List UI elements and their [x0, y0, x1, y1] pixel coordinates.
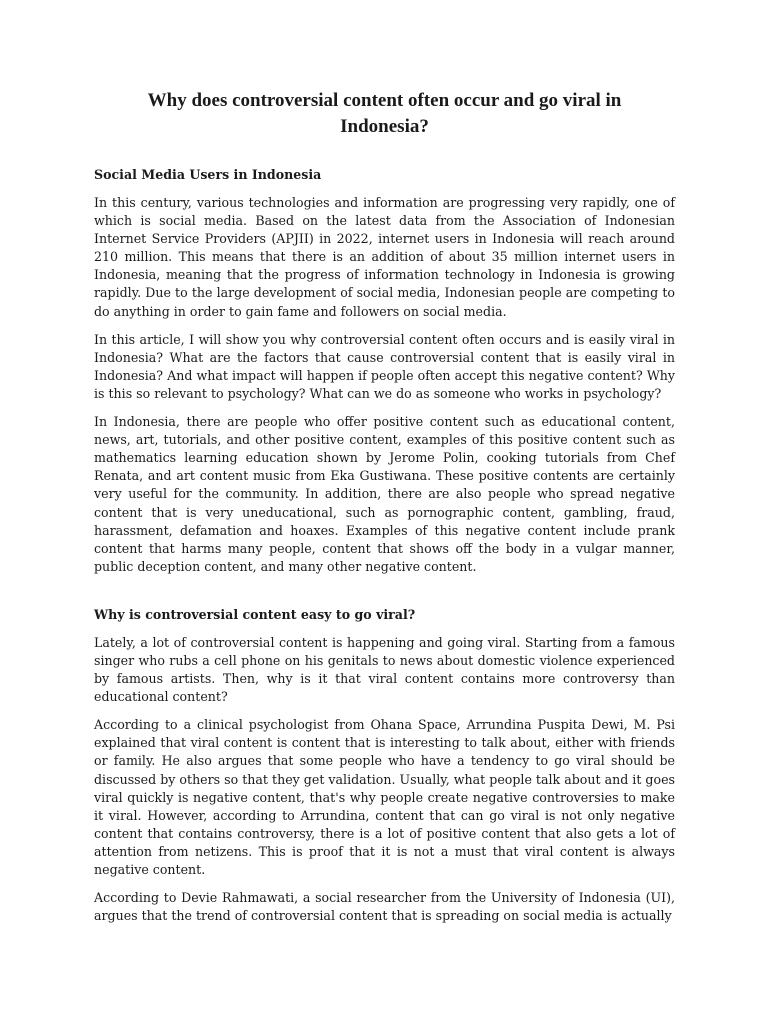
paragraph: In this century, various technologies and information are progressing very rapidly, one of which is social media. Based on the latest data from the Association of Indonesian Internet Service Providers (APJII) in 2022, internet users in Indonesia will reach around 210 million. This means that there is an addition of about 35 million internet users in Indonesia, meaning that the progress of information technology in Indonesia is growing rapidly. Due to the large development of social media, Indonesian people are competing to do anything in order to gain fame and followers on social media.: [94, 195, 675, 319]
section-heading-social-media-users: Social Media Users in Indonesia: [94, 167, 322, 182]
paragraph: In this article, I will show you why controversial content often occurs and is easily viral in Indonesia? What are the factors that cause controversial content that is easily viral in Indonesia? And what impact will happen if people often accept this negative content? Why is this so relevant to psychology? What can we do as someone who works in psychology?: [94, 331, 675, 401]
section-heading-why-viral: Why is controversial content easy to go viral?: [94, 606, 416, 622]
document-page: [94, 88, 675, 935]
section-spacer: [94, 586, 675, 606]
paragraph: In Indonesia, there are people who offer positive content such as educational content, news, art, tutorials, and other positive content, examples of this positive content such as mathematics learning education shown by Jerome Polin, cooking tutorials from Chef Renata, and art content music from Eka Gustiwana. These positive contents are certainly very useful for the community. In addition, there are also people who spread negative content that is very uneducational, such as pornographic content, gambling, fraud, harassment, defamation and hoaxes. Examples of this negative content include prank content that harms many people, content that shows off the body in a vulgar manner, public deception content, and many other negative content.: [94, 414, 675, 574]
paragraph: According to a clinical psychologist from Ohana Space, Arrundina Puspita Dewi, M. Psi explained that viral content is content that is interesting to talk about, either with friends or family. He also argues that some people who have a tendency to go viral should be discussed by others so that they get validation. Usually, what people talk about and it goes viral quickly is negative content, that's why people create negative controversies to make it viral. However, according to Arrundina, content that can go viral is not only negative content that contains controversy, there is a lot of positive content that also gets a lot of attention from netizens. This is proof that it is not a must that viral content is always negative content.: [94, 717, 675, 877]
paragraph: According to Devie Rahmawati, a social researcher from the University of Indonesia (UI), argues that the trend of controversial content that is spreading on social media is actually: [94, 890, 675, 924]
paragraph: Lately, a lot of controversial content is happening and going viral. Starting from a famous singer who rubs a cell phone on his genitals to news about domestic violence experienced by famous artists. Then, why is it that viral content contains more controversy than educational content?: [94, 634, 675, 705]
page-title: Why does controversial content often occur and go viral in Indonesia?: [147, 90, 622, 137]
